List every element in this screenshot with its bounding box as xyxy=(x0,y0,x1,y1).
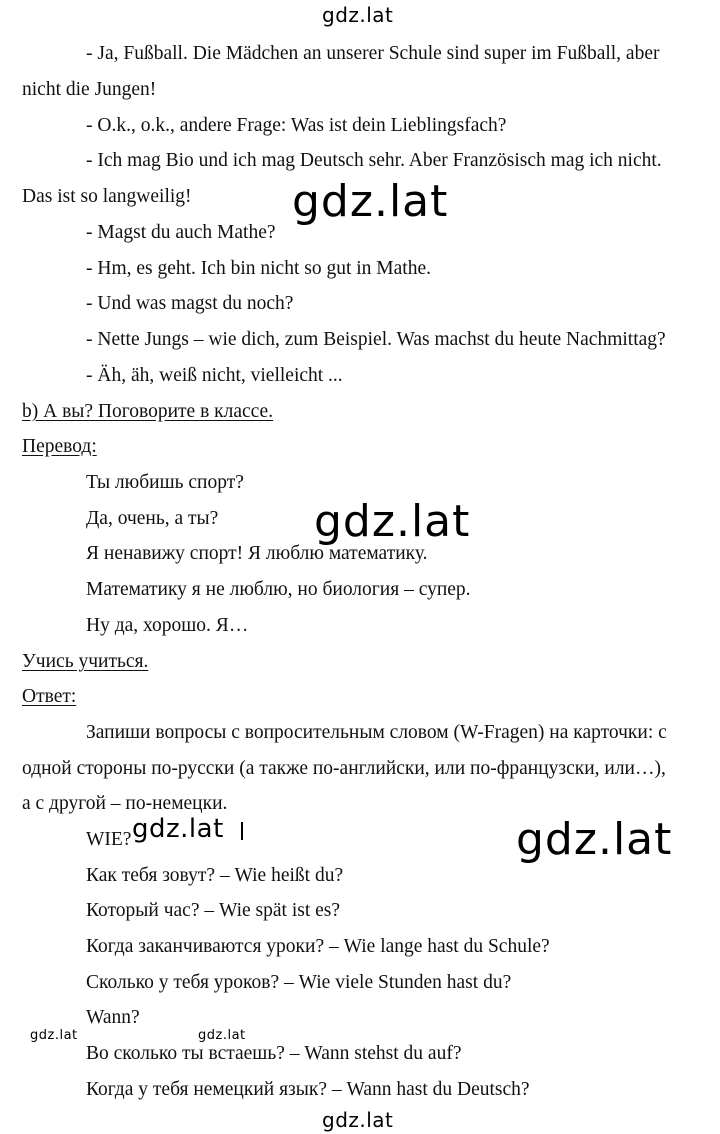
watermark-3: gdz.lat xyxy=(516,814,673,865)
dialogue-line-3b: Das ist so langweilig! xyxy=(22,186,192,207)
watermark-1: gdz.lat xyxy=(292,176,449,227)
translation-line-1: Ты любишь спорт? xyxy=(86,472,244,493)
answer-heading: Ответ: xyxy=(22,686,77,707)
question-line-5: Во сколько ты встаешь? – Wann stehst du auf? xyxy=(86,1043,462,1064)
wie-label: WIE? xyxy=(86,829,132,850)
question-line-6: Когда у тебя немецкий язык? – Wann hast du Deutsch? xyxy=(86,1079,530,1100)
translation-line-5: Ну да, хорошо. Я… xyxy=(86,615,249,636)
dialogue-line-1a: - Ja, Fußball. Die Mädchen an unserer Schule sind super im Fußball, aber xyxy=(86,43,660,64)
watermark-top: gdz.lat xyxy=(322,3,394,27)
section-b-heading: b) А вы? Поговорите в классе. xyxy=(22,401,274,422)
question-line-4: Сколько у тебя уроков? – Wie viele Stunden hast du? xyxy=(86,972,512,993)
question-line-3: Когда заканчиваются уроки? – Wie lange hast du Schule? xyxy=(86,936,550,957)
translation-line-4: Математику я не люблю, но биология – супер. xyxy=(86,579,471,600)
dialogue-line-6: - Und was magst du noch? xyxy=(86,293,294,314)
watermark-bottom: gdz.lat xyxy=(322,1108,394,1132)
answer-line-1a: Запиши вопросы с вопросительным словом (W-Fragen) на карточки: с xyxy=(86,722,667,743)
dialogue-line-5: - Hm, es geht. Ich bin nicht so gut in Mathe. xyxy=(86,258,431,279)
question-line-1: Как тебя зовут? – Wie heißt du? xyxy=(86,865,344,886)
dialogue-line-2: - O.k., o.k., andere Frage: Was ist dein Lieblingsfach? xyxy=(86,115,507,136)
dialogue-line-3a: - Ich mag Bio und ich mag Deutsch sehr. Aber Französisch mag ich nicht. xyxy=(86,150,662,171)
watermark-2: gdz.lat xyxy=(314,496,471,547)
wann-label: Wann? xyxy=(86,1007,140,1028)
answer-line-1b: одной стороны по-русски (а также по-английски, или по-французски, или…), xyxy=(22,758,666,779)
dialogue-line-7: - Nette Jungs – wie dich, zum Beispiel. Was machst du heute Nachmittag? xyxy=(86,329,666,350)
watermark-5: gdz.lat xyxy=(30,1028,78,1043)
watermark-4-cursor xyxy=(241,822,243,840)
dialogue-line-1b: nicht die Jungen! xyxy=(22,79,157,100)
answer-line-1c: а с другой – по-немецки. xyxy=(22,793,228,814)
translation-heading: Перевод: xyxy=(22,436,97,457)
learn-heading: Учись учиться. xyxy=(22,651,149,672)
question-line-2: Который час? – Wie spät ist es? xyxy=(86,900,341,921)
translation-line-2: Да, очень, а ты? xyxy=(86,508,219,529)
watermark-6: gdz.lat xyxy=(198,1028,246,1043)
dialogue-line-8: - Äh, äh, weiß nicht, vielleicht ... xyxy=(86,365,343,386)
watermark-4: gdz.lat xyxy=(132,814,224,844)
dialogue-line-4: - Magst du auch Mathe? xyxy=(86,222,276,243)
translation-line-3: Я ненавижу спорт! Я люблю математику. xyxy=(86,543,428,564)
